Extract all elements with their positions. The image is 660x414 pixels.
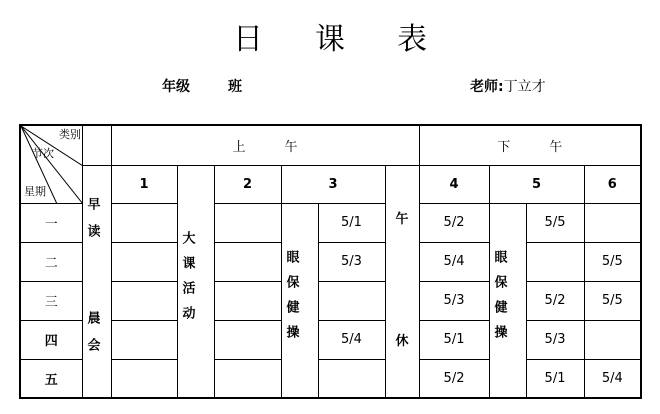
cell-p3: 5/4: [318, 320, 385, 359]
cell-p2: [214, 281, 281, 320]
header-weekday: 星期: [24, 185, 46, 198]
cell-p6: 5/4: [584, 359, 641, 398]
eye-exercise-column-pm: [489, 203, 526, 398]
morning-reading-column: [82, 165, 111, 398]
page-title: 日课表: [233, 22, 479, 57]
period-header-1: 1: [111, 165, 177, 203]
eye-exercise-column-am: [281, 203, 318, 398]
header-afternoon: 下 午: [419, 125, 641, 165]
table-row: [20, 281, 641, 320]
day-label: 四: [20, 320, 82, 359]
cell-p3: [318, 281, 385, 320]
day-label: 五: [20, 359, 82, 398]
cell-p4: 5/1: [419, 320, 489, 359]
header-diagonal-cell: [20, 125, 82, 203]
cell-p5: 5/1: [526, 359, 584, 398]
teacher-label-text: 老师:: [470, 79, 504, 95]
cell-p4: 5/4: [419, 242, 489, 281]
noon-label: 午: [395, 212, 409, 228]
teacher-label: [470, 76, 546, 96]
recess-label: 大课活动: [179, 231, 195, 332]
cell-p6: 5/5: [584, 281, 641, 320]
recess-column: [177, 165, 214, 398]
cell-p6: 5/5: [584, 242, 641, 281]
header-blank-cell: [82, 125, 111, 165]
eye-exercise-label-pm: 眼保健操: [491, 250, 507, 351]
cell-p4: 5/3: [419, 281, 489, 320]
teacher-name: 丁立才: [503, 79, 546, 95]
day-label: 一: [20, 203, 82, 242]
period-header-2: 2: [214, 165, 281, 203]
cell-p3: 5/3: [318, 242, 385, 281]
cell-p2: [214, 320, 281, 359]
table-row: [20, 320, 641, 359]
morning-meeting-label: 晨会: [84, 311, 100, 366]
grade-label-year: 年级: [162, 79, 190, 95]
table-row: [20, 203, 641, 242]
cell-p4: 5/2: [419, 359, 489, 398]
period-header-6: 6: [584, 165, 641, 203]
header-period: 节次: [32, 147, 54, 160]
cell-p5: 5/2: [526, 281, 584, 320]
cell-p5: 5/5: [526, 203, 584, 242]
day-label: 二: [20, 242, 82, 281]
cell-p5: [526, 242, 584, 281]
cell-p1: [111, 242, 177, 281]
header-morning: 上 午: [111, 125, 419, 165]
day-label: 三: [20, 281, 82, 320]
table-row: [20, 242, 641, 281]
cell-p2: [214, 203, 281, 242]
cell-p3: [318, 359, 385, 398]
cell-p4: 5/2: [419, 203, 489, 242]
grade-label-class: 班: [228, 79, 242, 95]
cell-p6: [584, 203, 641, 242]
header-category: 类别: [59, 128, 81, 141]
rest-label: 休: [395, 334, 409, 350]
cell-p2: [214, 242, 281, 281]
cell-p6: [584, 320, 641, 359]
eye-exercise-label-am: 眼保健操: [283, 250, 299, 351]
cell-p3: 5/1: [318, 203, 385, 242]
noon-rest-column: [385, 165, 419, 398]
cell-p1: [111, 359, 177, 398]
schedule-table: [19, 124, 642, 399]
cell-p5: 5/3: [526, 320, 584, 359]
cell-p1: [111, 203, 177, 242]
cell-p1: [111, 281, 177, 320]
cell-p1: [111, 320, 177, 359]
period-header-4: 4: [419, 165, 489, 203]
cell-p2: [214, 359, 281, 398]
period-header-5: 5: [489, 165, 584, 203]
grade-label: [162, 76, 242, 96]
period-header-3: 3: [281, 165, 385, 203]
morning-reading-label: 早读: [84, 197, 100, 252]
table-row: [20, 359, 641, 398]
